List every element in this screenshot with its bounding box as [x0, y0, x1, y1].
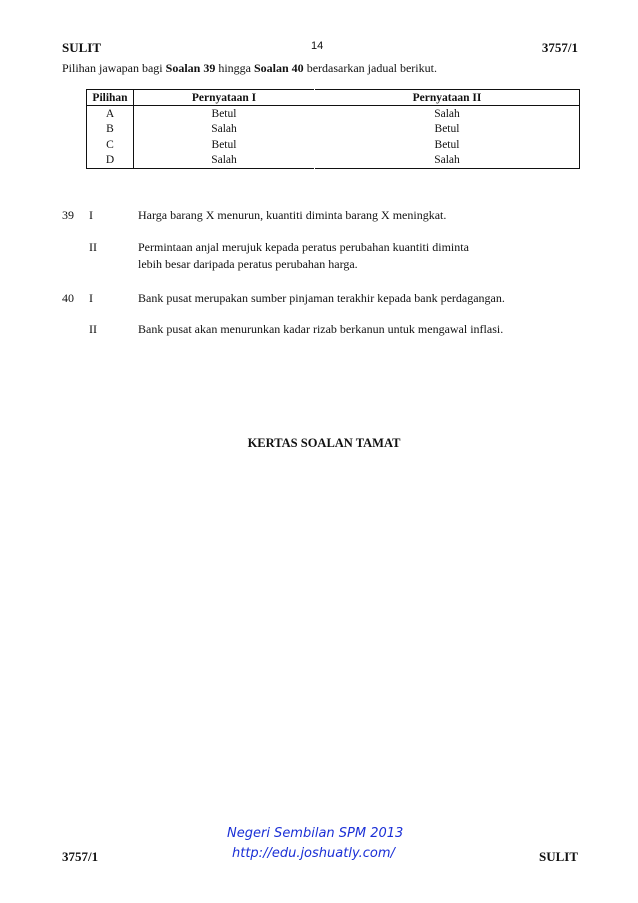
question-39-statement-1-text: Harga barang X menurun, kuantiti diminta barang X meningkat.: [138, 208, 447, 222]
table-cell-statement-2: Betul: [434, 138, 460, 151]
table-cell-statement-1: Betul: [211, 107, 237, 120]
table-cell-statement-2: Salah: [434, 107, 460, 120]
end-of-paper-text: KERTAS SOALAN TAMAT: [247, 436, 401, 450]
table-cell-option: D: [87, 153, 134, 169]
table-cell-option: A: [87, 106, 134, 122]
table-cell-option: B: [87, 122, 134, 138]
table-cell-statement-2: Betul: [434, 123, 460, 136]
table-row: [87, 122, 580, 138]
instruction-prefix: Pilihan jawapan bagi: [62, 61, 166, 75]
table-cell-statement-1: Salah: [211, 123, 237, 136]
question-40-statement-1-numeral: I: [89, 291, 93, 305]
table-header-pernyataan-2: Pernyataan II: [315, 90, 580, 106]
footer-right-label: SULIT: [538, 849, 578, 864]
table-row: [87, 137, 580, 153]
table-cell-statement-1: Betul: [211, 138, 237, 151]
table-cell-statement-2: Salah: [434, 154, 460, 167]
question-39-statement-1-numeral: I: [89, 208, 93, 222]
instruction-text: [62, 61, 437, 76]
question-39-statement-2-line-1: Permintaan anjal merujuk kepada peratus perubahan kuantiti diminta: [138, 240, 469, 254]
question-39-statement-2-numeral: II: [89, 240, 97, 254]
question-40-number: 40: [62, 291, 74, 305]
header-left-label: SULIT: [62, 40, 102, 55]
question-39-statement-2-line-2: lebih besar daripada peratus perubahan harga.: [138, 257, 358, 271]
instruction-question-start: Soalan 39: [165, 61, 216, 75]
watermark-title: Negeri Sembilan SPM 2013: [227, 826, 404, 841]
answer-options-table: [86, 89, 580, 169]
question-40-statement-2-text: Bank pusat akan menurunkan kadar rizab berkanun untuk mengawal inflasi.: [138, 322, 504, 336]
question-39-number: 39: [62, 208, 74, 222]
table-cell-statement-1: Salah: [211, 154, 237, 167]
watermark-url: http://edu.joshuatly.com/: [232, 846, 395, 861]
table-header-row: [87, 90, 580, 106]
header-paper-code: 3757/1: [541, 40, 578, 55]
page-number: 14: [311, 40, 324, 52]
footer-paper-code: 3757/1: [62, 849, 99, 864]
table-header-pilihan: Pilihan: [87, 90, 134, 106]
instruction-question-end: Soalan 40: [254, 61, 304, 75]
question-40-statement-1-text: Bank pusat merupakan sumber pinjaman terakhir kepada bank perdagangan.: [138, 291, 505, 305]
table-row: [87, 153, 580, 169]
table-cell-option: C: [87, 137, 134, 153]
instruction-suffix: berdasarkan jadual berikut.: [303, 61, 437, 75]
table-row: [87, 106, 580, 122]
question-40-statement-2-numeral: II: [89, 322, 97, 336]
instruction-middle: hingga: [215, 61, 254, 75]
table-header-pernyataan-1: Pernyataan I: [134, 90, 315, 106]
